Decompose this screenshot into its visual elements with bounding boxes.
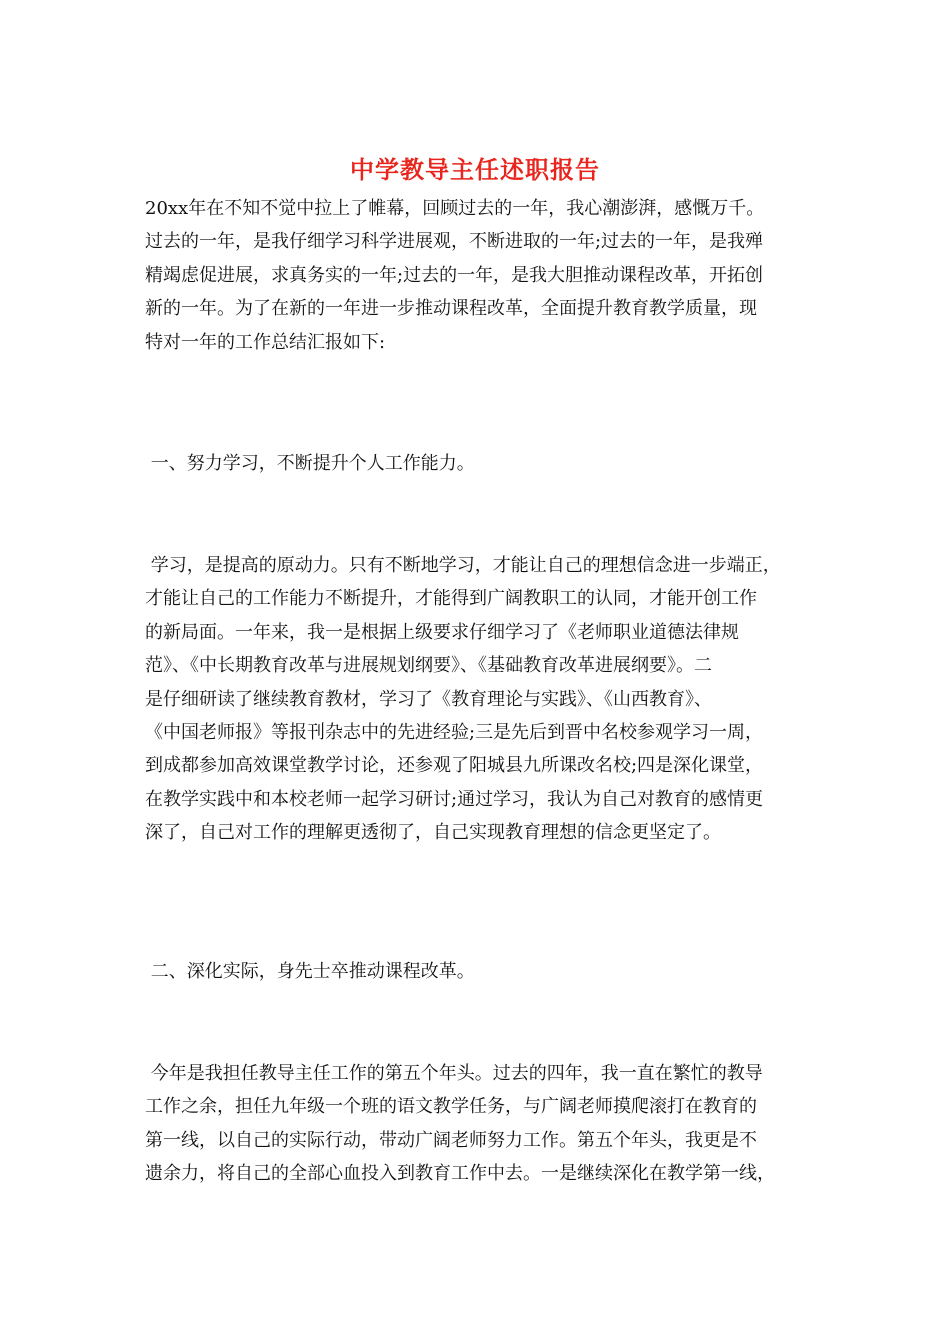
paragraph-line: 今年是我担任教导主任工作的第五个年头。过去的四年，我一直在繁忙的教导 [145, 1063, 763, 1084]
paragraph-line: 才能让自己的工作能力不断提升，才能得到广阔教职工的认同，才能开创工作 [145, 588, 757, 610]
intro-paragraph [145, 192, 825, 359]
paragraph-line: 范》、《中长期教育改革与进展规划纲要》、《基础教育改革进展纲要》。二 [145, 655, 712, 677]
paragraph-line: 20xx年在不知不觉中拉上了帷幕，回顾过去的一年，我心潮澎湃，感慨万千。 [145, 198, 765, 219]
paragraph-line: 到成都参加高效课堂教学讨论，还参观了阳城县九所课改名校;四是深化课堂， [145, 755, 764, 777]
paragraph-line: 遗余力，将自己的全部心血投入到教育工作中去。一是继续深化在教学第一线， [145, 1163, 775, 1185]
paragraph-line: 特对一年的工作总结汇报如下: [145, 331, 386, 353]
paragraph-line: 精竭虑促进展，求真务实的一年;过去的一年，是我大胆推动课程改革，开拓创 [145, 264, 764, 286]
section-2-paragraph [145, 1057, 825, 1191]
paragraph-line: 是仔细研读了继续教育教材，学习了《教育理论与实践》、《山西教育》、 [145, 688, 712, 710]
paragraph-line: 《中国老师报》等报刊杂志中的先进经验;三是先后到晋中名校参观学习一周， [145, 721, 764, 743]
paragraph-line: 深了，自己对工作的理解更透彻了，自己实现教育理想的信念更坚定了。 [145, 822, 721, 844]
paragraph-line: 新的一年。为了在新的一年进一步推动课程改革，全面提升教育教学质量，现 [145, 298, 757, 320]
section-1-paragraph [145, 549, 825, 850]
paragraph-line: 过去的一年，是我仔细学习科学进展观，不断进取的一年;过去的一年，是我殚 [145, 231, 764, 253]
section-heading-2 [145, 955, 825, 988]
paragraph-line: 学习，是提高的原动力。只有不断地学习，才能让自己的理想信念进一步端正， [145, 555, 781, 576]
paragraph-line: 在教学实践中和本校老师一起学习研讨;通过学习，我认为自己对教育的感情更 [145, 788, 764, 810]
heading-line: 二、深化实际，身先士卒推动课程改革。 [145, 961, 475, 982]
paragraph-line: 第一线，以自己的实际行动，带动广阔老师努力工作。第五个年头，我更是不 [145, 1129, 757, 1151]
paragraph-line: 工作之余，担任九年级一个班的语文教学任务，与广阔老师摸爬滚打在教育的 [145, 1096, 757, 1118]
paragraph-line: 的新局面。一年来，我一是根据上级要求仔细学习了《老师职业道德法律规 [145, 621, 739, 643]
heading-line: 一、努力学习，不断提升个人工作能力。 [145, 453, 475, 474]
section-heading-1 [145, 447, 825, 480]
document-title: 中学教导主任述职报告 [350, 155, 600, 184]
